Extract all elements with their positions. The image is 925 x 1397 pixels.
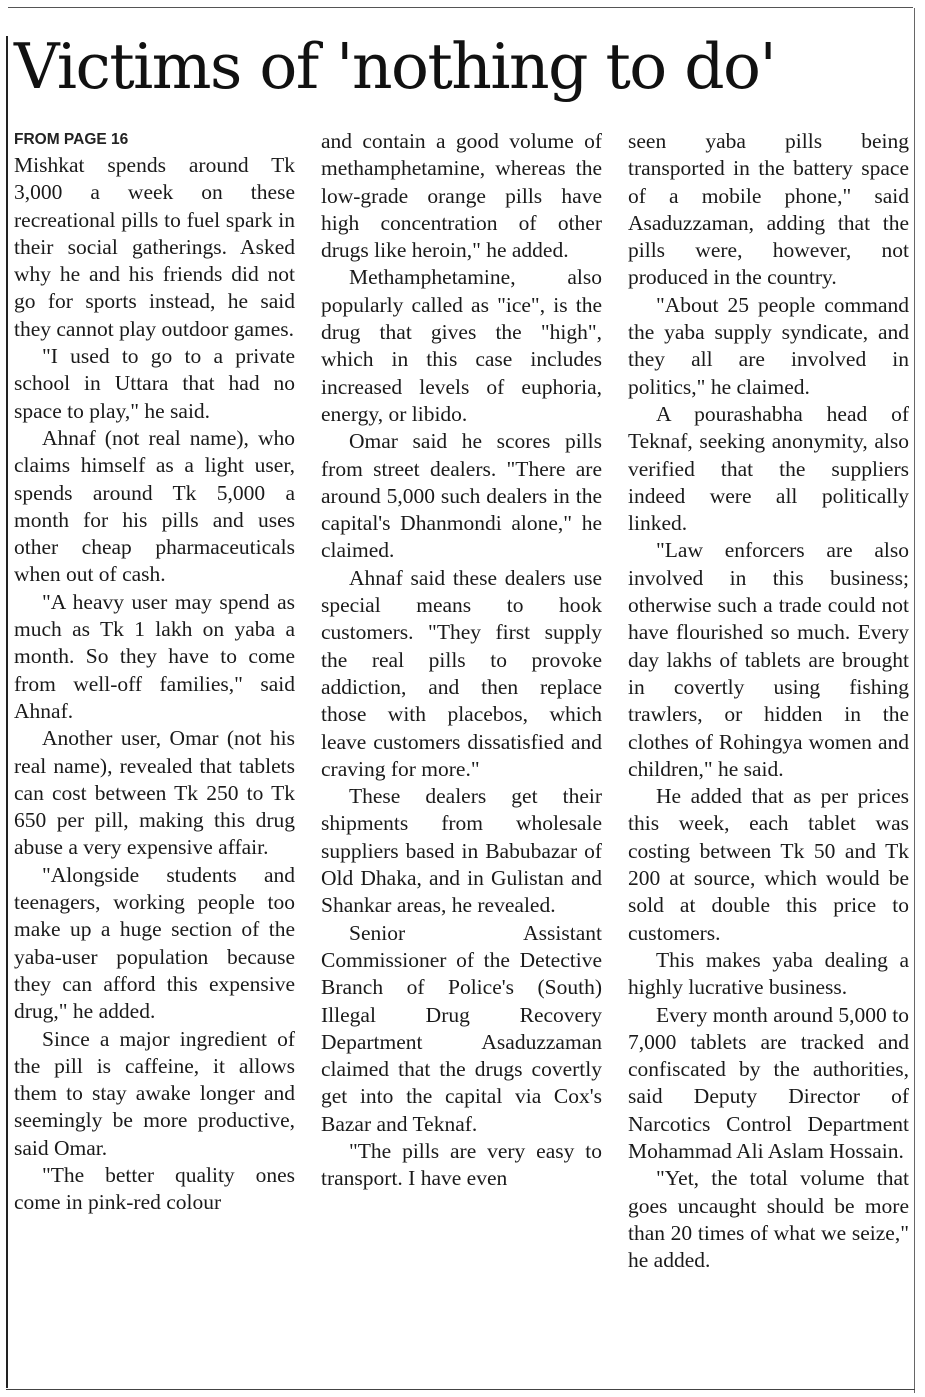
paragraph: Omar said he scores pills from street dealers. "There are around 5,000 such dealers in the capital's Dhanmondi alone," he claimed. [321, 429, 602, 563]
article-headline: Victims of 'nothing to do' [14, 30, 776, 103]
paragraph: "Yet, the total volume that goes uncaught should be more than 20 times of what we seize," he added. [628, 1166, 909, 1273]
paragraph: "The better quality ones come in pink-red colour [14, 1162, 295, 1215]
paragraph: seen yaba pills being transported in the battery space of a mobile phone," said Asaduzzaman, adding that the pills were, however, not produced in the country. [628, 129, 909, 290]
paragraph: "I used to go to a private school in Uttara that had no space to play," he said. [14, 344, 295, 423]
bottom-border-rule [6, 1389, 915, 1390]
paragraph: "A heavy user may spend as much as Tk 1 lakh on yaba a month. So they have to come from well-off families," said Ahnaf. [14, 589, 295, 723]
paragraph: "Alongside students and teenagers, working people too make up a huge section of the yaba-user population because they can afford this expensive drug," he added. [14, 862, 295, 1024]
paragraph: "The pills are very easy to transport. I have even [321, 1138, 602, 1191]
article-column-2 [321, 128, 602, 1384]
article-column-3 [628, 128, 909, 1384]
paragraph: Mishkat spends around Tk 3,000 a week on these recreational pills to fuel spark in their social gatherings. Asked why he and his friends did not go for sports instead, he said they cannot play outdoor games. [14, 153, 295, 341]
paragraph: Methamphetamine, also popularly called as "ice", is the drug that gives the "high", which in this case includes increased levels of euphoria, energy, or libido. [321, 265, 602, 426]
paragraph: Ahnaf (not real name), who claims himself as a light user, spends around Tk 5,000 a month for his pills and uses other cheap pharmaceuticals when out of cash. [14, 425, 295, 587]
paragraph: He added that as per prices this week, each tablet was costing between Tk 50 and Tk 200 at source, which would be sold at double this price to customers. [628, 784, 909, 945]
continuation-label: FROM PAGE 16 [14, 131, 129, 148]
paragraph: and contain a good volume of methamphetamine, whereas the low-grade orange pills have high concentration of other drugs like heroin," he added. [321, 129, 602, 263]
paragraph: Every month around 5,000 to 7,000 tablets are tracked and confiscated by the authorities, said Deputy Director of Narcotics Control Department Mohammad Ali Aslam Hossain. [628, 1002, 909, 1163]
article-column-1 [14, 128, 295, 1384]
top-border-rule [8, 7, 913, 8]
right-border-rule [914, 8, 915, 1393]
paragraph: Another user, Omar (not his real name), revealed that tablets can cost between Tk 250 to Tk 650 per pill, making this drug abuse a very expensive affair. [14, 726, 295, 860]
paragraph: "About 25 people command the yaba supply syndicate, and they all are involved in politics," he claimed. [628, 292, 909, 399]
paragraph: Since a major ingredient of the pill is caffeine, it allows them to stay awake longer and seemingly be more productive, said Omar. [14, 1026, 295, 1160]
paragraph: Ahnaf said these dealers use special means to hook customers. "They first supply the real pills to provoke addiction, and then replace those with placebos, which leave customers dissatisfied and craving for more." [321, 565, 602, 781]
paragraph: Senior Assistant Commissioner of the Detective Branch of Police's (South) Illegal Drug Recovery Department Asaduzzaman claimed that the drugs covertly get into the capital via Cox's Bazar and Teknaf. [321, 920, 602, 1136]
paragraph: "Law enforcers are also involved in this business; otherwise such a trade could not have flourished so much. Every day lakhs of tablets are brought in covertly using fishing trawlers, or hidden in the clothes of Rohingya women and children," he said. [628, 538, 909, 781]
left-border-rule [6, 36, 8, 1388]
paragraph: These dealers get their shipments from wholesale suppliers based in Babubazar of Old Dhaka, and in Gulistan and Shankar areas, he revealed. [321, 784, 602, 918]
paragraph: A pourashabha head of Teknaf, seeking anonymity, also verified that the suppliers indeed were all politically linked. [628, 401, 909, 536]
paragraph: This makes yaba dealing a highly lucrative business. [628, 947, 909, 1000]
